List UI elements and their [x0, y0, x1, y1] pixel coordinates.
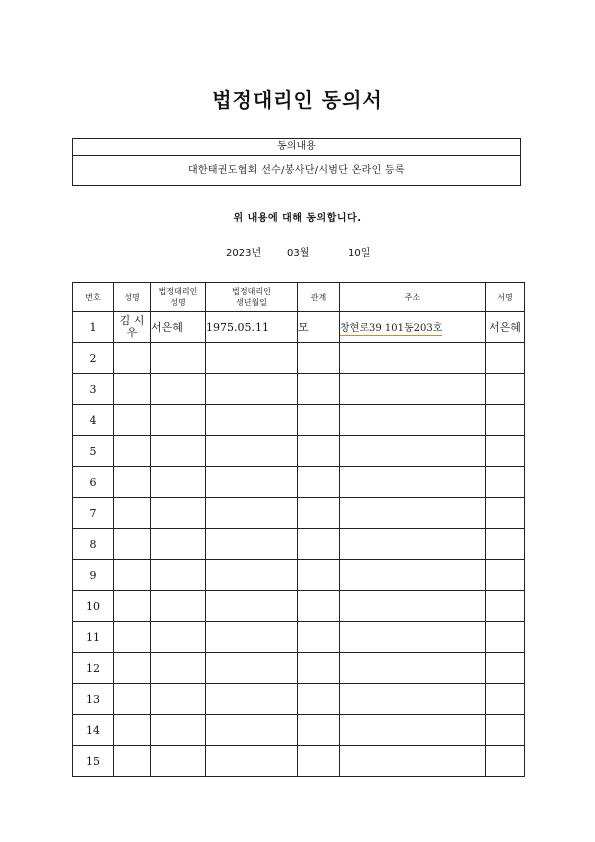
row-number: 8: [73, 529, 114, 560]
table-row: [73, 343, 525, 374]
relation[interactable]: [298, 715, 340, 746]
signature[interactable]: [486, 498, 525, 529]
row-number: 6: [73, 467, 114, 498]
signature[interactable]: [486, 560, 525, 591]
address[interactable]: [340, 622, 486, 653]
address[interactable]: [340, 560, 486, 591]
signature[interactable]: [486, 436, 525, 467]
guardian-birthdate[interactable]: 1975.05.11: [206, 312, 298, 343]
guardian-name[interactable]: [151, 715, 206, 746]
row-number: 1: [73, 312, 114, 343]
table-row: [73, 436, 525, 467]
header-guardian-name-line1: 법정대리인: [158, 287, 198, 296]
guardian-name[interactable]: [151, 653, 206, 684]
date-day: 10일: [348, 248, 371, 259]
signature[interactable]: [486, 746, 525, 777]
table-row: [73, 312, 525, 343]
document-title: 법정대리인 동의서: [212, 88, 383, 112]
address[interactable]: [340, 374, 486, 405]
signature[interactable]: 서은혜: [486, 312, 525, 343]
guardian-birthdate[interactable]: [206, 467, 298, 498]
address-cell[interactable]: [340, 312, 486, 343]
address[interactable]: [340, 591, 486, 622]
header-signature: 서명: [486, 283, 525, 312]
table-row: [73, 746, 525, 777]
guardian-birthdate[interactable]: [206, 560, 298, 591]
signature[interactable]: [486, 622, 525, 653]
table-header-row: [73, 283, 525, 312]
guardian-birthdate[interactable]: [206, 436, 298, 467]
student-name[interactable]: [114, 684, 151, 715]
signature[interactable]: [486, 467, 525, 498]
date-month: 03월: [287, 248, 310, 259]
relation[interactable]: [298, 498, 340, 529]
signature[interactable]: [486, 684, 525, 715]
student-name[interactable]: [114, 622, 151, 653]
agreement-statement: 위 내용에 대해 동의합니다.: [233, 213, 362, 224]
row-number: 13: [73, 684, 114, 715]
guardian-birthdate[interactable]: [206, 405, 298, 436]
guardian-birthdate[interactable]: [206, 746, 298, 777]
relation[interactable]: [298, 653, 340, 684]
relation[interactable]: [298, 436, 340, 467]
table-row: [73, 684, 525, 715]
guardian-roster-table: [72, 282, 525, 777]
header-guardian-birth-line1: 법정대리인: [232, 287, 271, 296]
student-name[interactable]: 김 시 우: [114, 312, 151, 343]
header-guardian-name: [151, 283, 206, 312]
relation[interactable]: [298, 684, 340, 715]
header-guardian-birth-line2: 생년월일: [236, 298, 267, 307]
header-address: 주소: [340, 283, 486, 312]
guardian-name[interactable]: [151, 498, 206, 529]
guardian-name[interactable]: 서은혜: [151, 312, 206, 343]
relation[interactable]: [298, 374, 340, 405]
header-number: 번호: [73, 283, 114, 312]
table-row: [73, 467, 525, 498]
table-row: [73, 622, 525, 653]
signature[interactable]: [486, 529, 525, 560]
address[interactable]: [340, 343, 486, 374]
address[interactable]: [340, 715, 486, 746]
row-number: 9: [73, 560, 114, 591]
date-year: 2023년: [226, 248, 262, 259]
address[interactable]: [340, 529, 486, 560]
guardian-name[interactable]: [151, 684, 206, 715]
guardian-birthdate[interactable]: [206, 715, 298, 746]
address[interactable]: [340, 746, 486, 777]
header-guardian-name-line2: 성명: [170, 298, 186, 307]
guardian-name[interactable]: [151, 405, 206, 436]
row-number: 7: [73, 498, 114, 529]
guardian-birthdate[interactable]: [206, 374, 298, 405]
guardian-name[interactable]: [151, 529, 206, 560]
address[interactable]: [340, 498, 486, 529]
signature[interactable]: [486, 374, 525, 405]
guardian-name[interactable]: [151, 343, 206, 374]
student-name[interactable]: [114, 653, 151, 684]
guardian-birthdate[interactable]: [206, 622, 298, 653]
table-row: [73, 374, 525, 405]
student-name[interactable]: [114, 498, 151, 529]
guardian-birthdate[interactable]: [206, 591, 298, 622]
address[interactable]: [340, 405, 486, 436]
relation[interactable]: [298, 467, 340, 498]
student-name[interactable]: [114, 405, 151, 436]
table-row: [73, 560, 525, 591]
consent-box: [72, 138, 521, 186]
address[interactable]: [340, 467, 486, 498]
signature[interactable]: [486, 405, 525, 436]
relation[interactable]: [298, 560, 340, 591]
guardian-birthdate[interactable]: [206, 343, 298, 374]
student-name[interactable]: [114, 715, 151, 746]
row-number: 4: [73, 405, 114, 436]
row-number: 10: [73, 591, 114, 622]
student-name[interactable]: [114, 560, 151, 591]
table-row: [73, 715, 525, 746]
relation[interactable]: 모: [298, 312, 340, 343]
relation[interactable]: [298, 746, 340, 777]
signature[interactable]: [486, 653, 525, 684]
table-row: [73, 498, 525, 529]
student-name[interactable]: [114, 529, 151, 560]
guardian-name[interactable]: [151, 467, 206, 498]
student-name[interactable]: [114, 467, 151, 498]
signature[interactable]: [486, 715, 525, 746]
relation[interactable]: [298, 405, 340, 436]
relation[interactable]: [298, 622, 340, 653]
table-row: [73, 591, 525, 622]
student-name[interactable]: [114, 374, 151, 405]
student-name[interactable]: [114, 343, 151, 374]
relation[interactable]: [298, 591, 340, 622]
guardian-birthdate[interactable]: [206, 653, 298, 684]
row-number: 3: [73, 374, 114, 405]
guardian-name[interactable]: [151, 622, 206, 653]
row-number: 15: [73, 746, 114, 777]
guardian-name[interactable]: [151, 436, 206, 467]
student-name[interactable]: [114, 591, 151, 622]
address[interactable]: [340, 684, 486, 715]
row-number: 14: [73, 715, 114, 746]
signature[interactable]: [486, 591, 525, 622]
student-name[interactable]: [114, 746, 151, 777]
row-number: 11: [73, 622, 114, 653]
row-number: 2: [73, 343, 114, 374]
student-name[interactable]: [114, 436, 151, 467]
consent-body: 대한태권도협회 선수/봉사단/시범단 온라인 등록: [188, 165, 405, 176]
address: 창현로39 101동203호: [340, 319, 442, 336]
table-row: [73, 529, 525, 560]
guardian-name[interactable]: [151, 560, 206, 591]
header-relation: 관계: [298, 283, 340, 312]
address[interactable]: [340, 653, 486, 684]
address[interactable]: [340, 436, 486, 467]
row-number: 5: [73, 436, 114, 467]
guardian-name[interactable]: [151, 374, 206, 405]
header-name: 성명: [114, 283, 151, 312]
table-row: [73, 653, 525, 684]
guardian-birthdate[interactable]: [206, 684, 298, 715]
guardian-name[interactable]: [151, 591, 206, 622]
guardian-name[interactable]: [151, 746, 206, 777]
relation[interactable]: [298, 529, 340, 560]
header-guardian-birth: [206, 283, 298, 312]
guardian-birthdate[interactable]: [206, 529, 298, 560]
guardian-birthdate[interactable]: [206, 498, 298, 529]
relation[interactable]: [298, 343, 340, 374]
consent-header: 동의내용: [73, 139, 520, 156]
table-row: [73, 405, 525, 436]
row-number: 12: [73, 653, 114, 684]
signature[interactable]: [486, 343, 525, 374]
